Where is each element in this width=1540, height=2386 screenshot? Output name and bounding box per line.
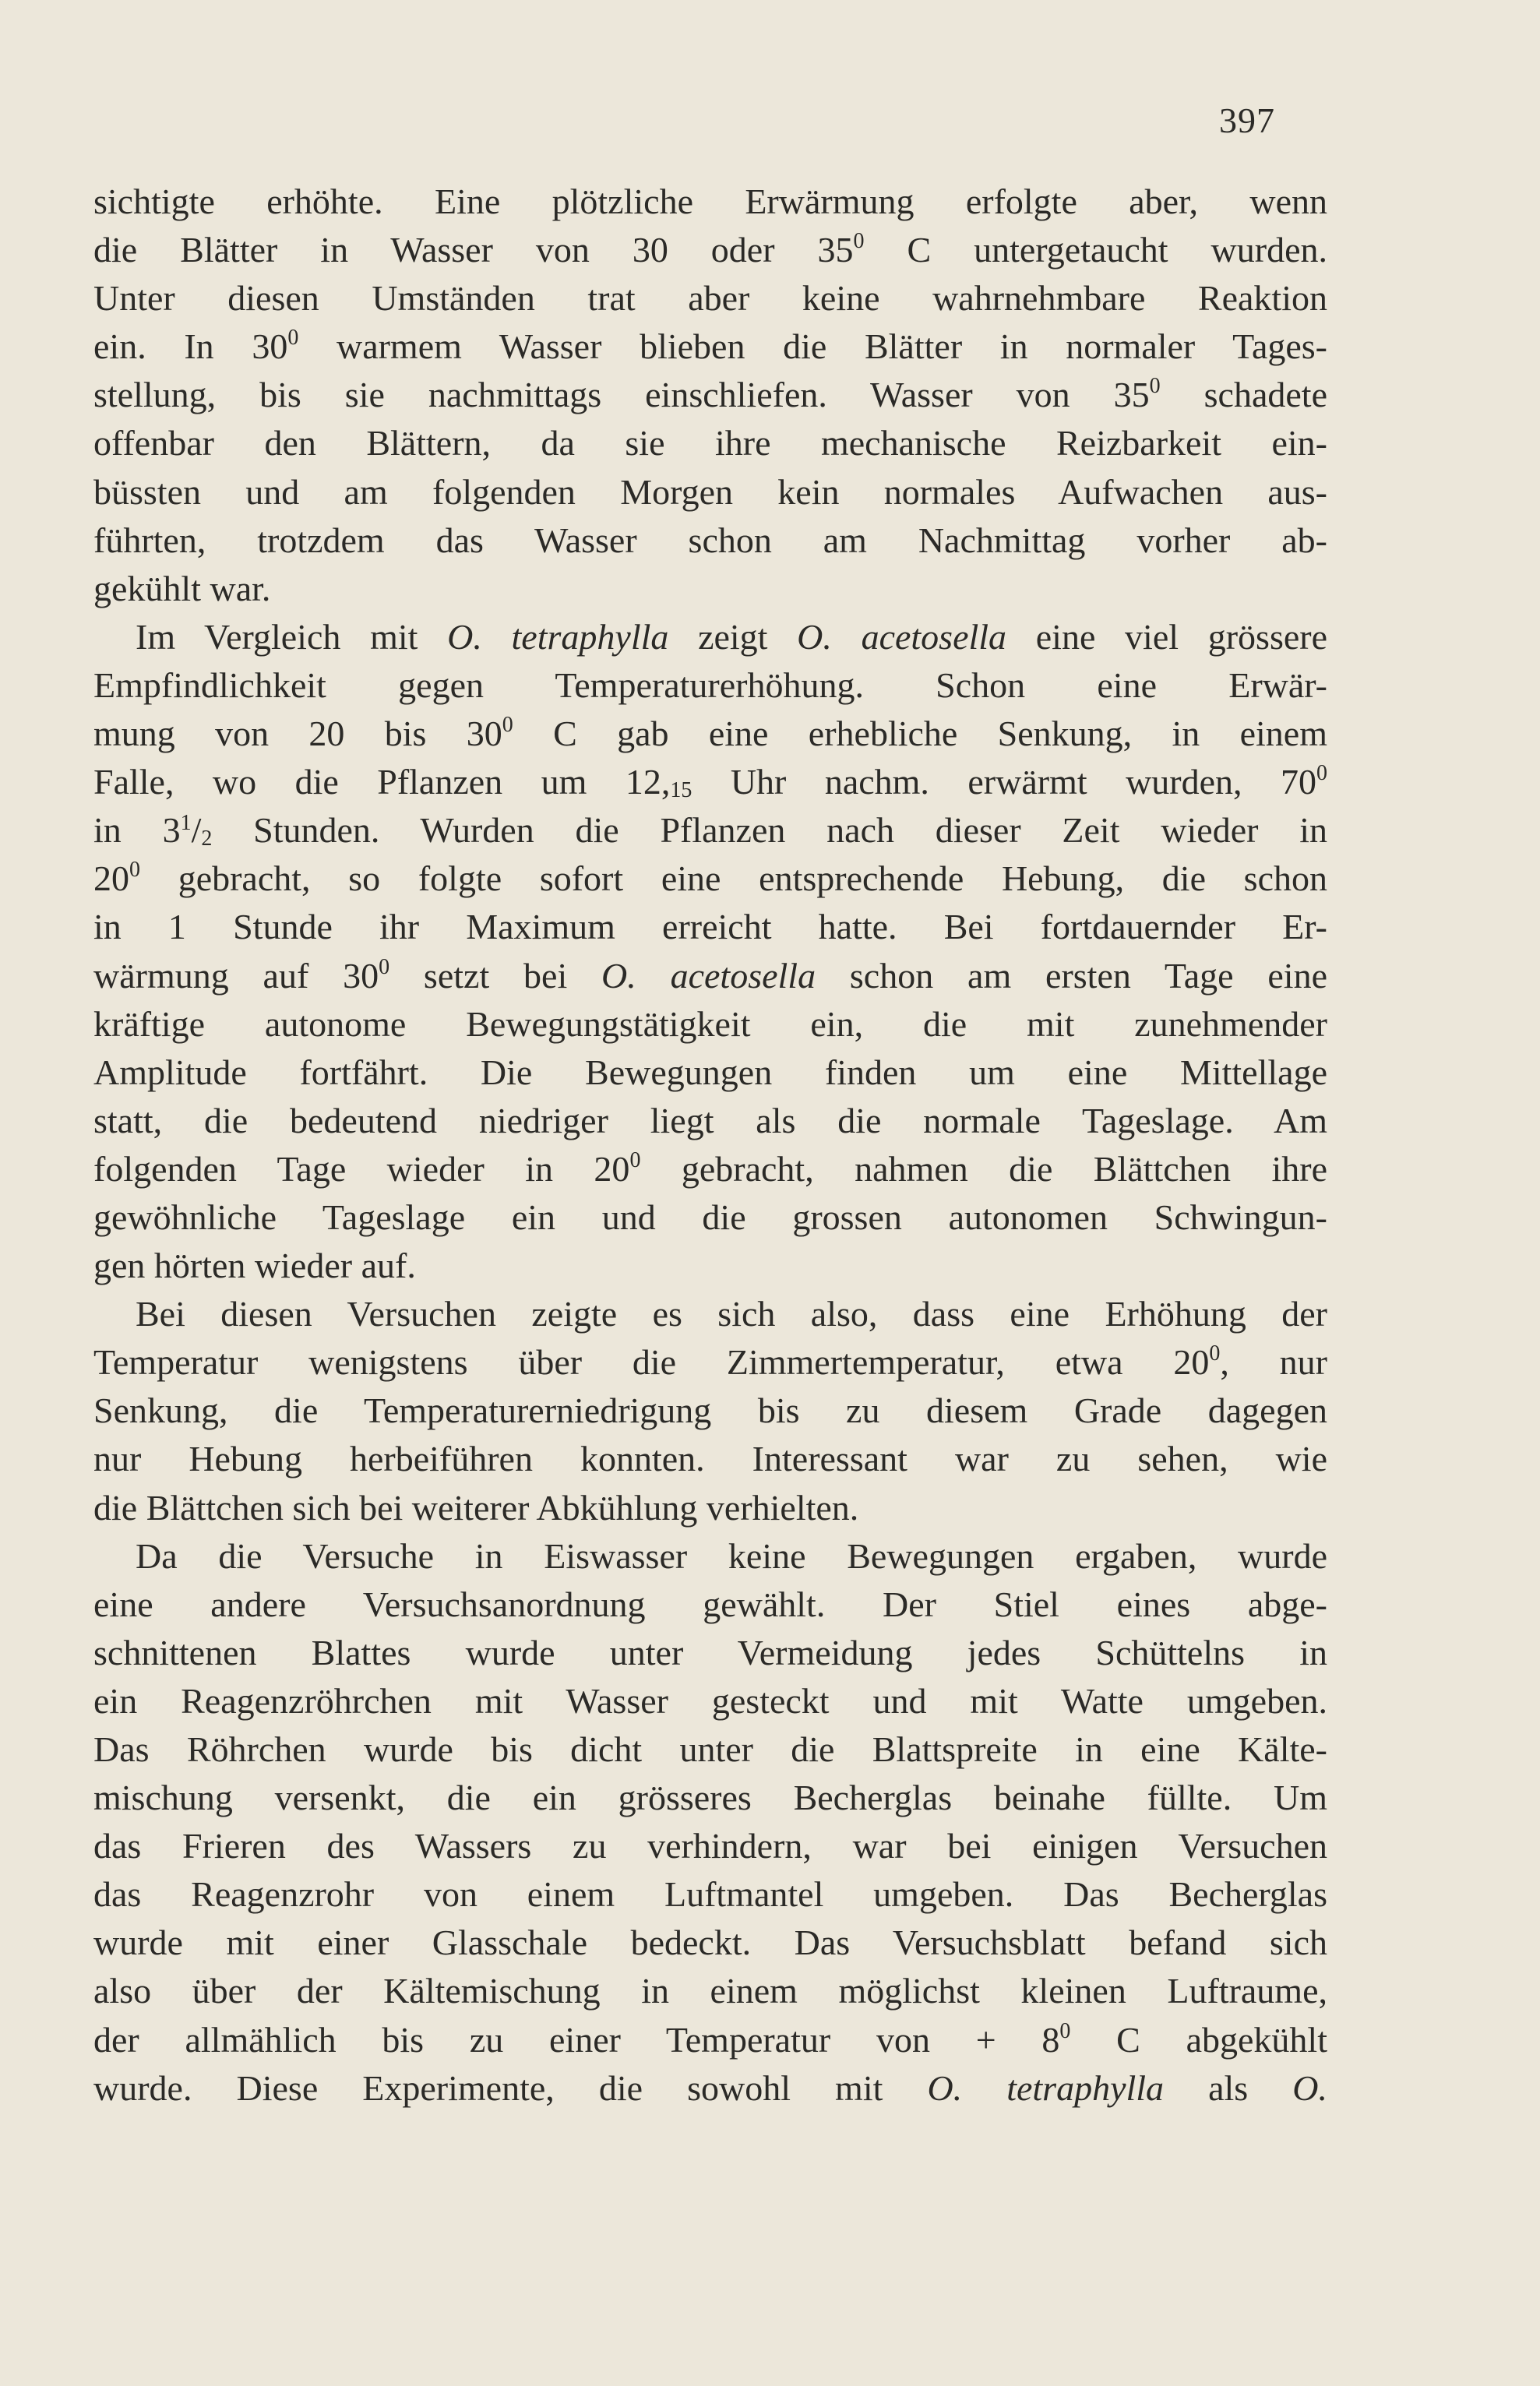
text-fragment: eine viel grössere xyxy=(1006,616,1327,657)
text-line xyxy=(93,758,1327,806)
degree-sign: 0 xyxy=(129,858,140,883)
text-line xyxy=(93,613,1327,661)
text-fragment: Im Vergleich mit xyxy=(136,616,448,657)
page-number: 397 xyxy=(1219,100,1275,140)
text-fragment: als xyxy=(1164,2067,1293,2108)
text-fragment: schon am ersten Tage eine xyxy=(816,955,1327,996)
text-line xyxy=(93,226,1327,274)
text-fragment: Uhr nachm. erwärmt wurden, 70 xyxy=(692,762,1316,802)
text-line xyxy=(93,2064,1327,2113)
text-fragment: wurde. Diese Experimente, die sowohl mit xyxy=(93,2067,928,2108)
text-fragment: die Blätter in Wasser von 30 oder 35 xyxy=(93,230,854,270)
text-line: führten, trotzdem das Wasser schon am Nachmittag vorher ab- xyxy=(93,520,1327,560)
text-line xyxy=(93,1145,1327,1193)
text-line: Unter diesen Umständen trat aber keine wahrnehmbare Reaktion xyxy=(93,278,1327,319)
text-fragment: zeigt xyxy=(668,616,798,657)
degree-sign: 0 xyxy=(629,1147,641,1172)
text-fragment: stellung, bis sie nachmittags einschliefen. Wasser von 35 xyxy=(93,375,1150,415)
degree-sign: 0 xyxy=(287,326,299,351)
degree-sign: 0 xyxy=(1316,761,1327,786)
text-fragment: Falle, wo die Pflanzen um 12, xyxy=(93,762,671,802)
text-fragment: in 3 xyxy=(93,810,181,851)
text-line: statt, die bedeutend niedriger liegt als die normale Tageslage. Am xyxy=(93,1100,1327,1140)
text-line: gekühlt war. xyxy=(93,568,271,608)
text-fragment: setzt bei xyxy=(389,955,602,996)
text-line: sichtigte erhöhte. Eine plötzliche Erwärmung erfolgte aber, wenn xyxy=(93,182,1327,221)
text-fragment: 20 xyxy=(93,858,129,899)
text-line: ein Reagenzröhrchen mit Wasser gesteckt und mit Watte umgeben. xyxy=(93,1680,1327,1721)
text-line: die Blättchen sich bei weiterer Abkühlung verhielten. xyxy=(93,1487,859,1528)
text-line: wurde mit einer Glasschale bedeckt. Das Versuchsblatt befand sich xyxy=(93,1923,1327,1963)
fraction-denominator: 2 xyxy=(201,826,213,851)
fraction-slash: / xyxy=(191,810,202,851)
text-line xyxy=(93,322,1327,371)
text-fragment: gebracht, nahmen die Blättchen ihre xyxy=(640,1148,1327,1189)
text-fragment: schadete xyxy=(1160,375,1327,415)
text-fragment: warmem Wasser blieben die Blätter in normaler Tages- xyxy=(298,326,1327,367)
fraction xyxy=(181,810,213,850)
text-line: Bei diesen Versuchen zeigte es sich also, dass eine Erhöhung der xyxy=(136,1294,1327,1334)
text-line: offenbar den Blättern, da sie ihre mechanische Reizbarkeit ein- xyxy=(93,423,1327,463)
text-line xyxy=(93,371,1327,419)
text-line: nur Hebung herbeiführen konnten. Interessant war zu sehen, wie xyxy=(93,1439,1327,1479)
degree-sign: 0 xyxy=(379,954,390,979)
text-line: gewöhnliche Tageslage ein und die grossen autonomen Schwingun- xyxy=(93,1197,1327,1237)
text-line: in 1 Stunde ihr Maximum erreicht hatte. Bei fortdauernder Er- xyxy=(93,907,1327,947)
text-line: kräftige autonome Bewegungstätigkeit ein, die mit zunehmender xyxy=(93,1003,1327,1044)
text-fragment: C abgekühlt xyxy=(1070,2019,1327,2060)
text-fragment: der allmählich bis zu einer Temperatur von + 8 xyxy=(93,2019,1060,2060)
degree-sign: 0 xyxy=(1059,2018,1071,2043)
species-name: O. tetraphylla xyxy=(927,2067,1165,2108)
text-line: eine andere Versuchsanordnung gewählt. Der Stiel eines abge- xyxy=(93,1584,1327,1624)
text-fragment: C gab eine erhebliche Senkung, in einem xyxy=(513,714,1327,754)
degree-sign: 0 xyxy=(1209,1341,1221,1366)
text-fragment: folgenden Tage wieder in 20 xyxy=(93,1148,630,1189)
text-line xyxy=(93,1338,1327,1387)
text-line: Empfindlichkeit gegen Temperaturerhöhung. Schon eine Erwär- xyxy=(93,664,1327,705)
text-line xyxy=(93,952,1327,1000)
text-line xyxy=(93,710,1327,758)
text-line: das Frieren des Wassers zu verhindern, war bei einigen Versuchen xyxy=(93,1826,1327,1866)
text-fragment: , nur xyxy=(1220,1342,1327,1383)
text-line xyxy=(93,855,1327,903)
body-text xyxy=(93,178,1327,2113)
text-line: Das Röhrchen wurde bis dicht unter die Blattspreite in eine Kälte- xyxy=(93,1729,1327,1769)
text-line: schnittenen Blattes wurde unter Vermeidung jedes Schüttelns in xyxy=(93,1632,1327,1672)
species-name: O. tetraphylla xyxy=(447,616,669,657)
species-name: O. xyxy=(1292,2067,1327,2108)
text-fragment: Stunden. Wurden die Pflanzen nach dieser Zeit wieder in xyxy=(212,810,1327,851)
text-line: das Reagenzrohr von einem Luftmantel umgeben. Das Becherglas xyxy=(93,1874,1327,1915)
text-fragment: C untergetaucht wurden. xyxy=(864,230,1327,270)
degree-sign: 0 xyxy=(1149,374,1161,399)
text-line: gen hörten wieder auf. xyxy=(93,1246,416,1286)
text-line: Da die Versuche in Eiswasser keine Bewegungen ergaben, wurde xyxy=(136,1535,1327,1576)
text-line: Senkung, die Temperaturerniedrigung bis zu diesem Grade dagegen xyxy=(93,1390,1327,1431)
text-line: mischung versenkt, die ein grösseres Becherglas beinahe füllte. Um xyxy=(93,1778,1327,1818)
text-fragment: Temperatur wenigstens über die Zimmertemperatur, etwa 20 xyxy=(93,1342,1210,1383)
text-fragment: mung von 20 bis 30 xyxy=(93,714,502,754)
text-line: also über der Kältemischung in einem möglichst kleinen Luftraume, xyxy=(93,1971,1327,2011)
species-name: O. acetosella xyxy=(601,955,816,996)
text-line: Amplitude fortfährt. Die Bewegungen finden um eine Mittellage xyxy=(93,1052,1327,1092)
text-fragment: gebracht, so folgte sofort eine entsprechende Hebung, die schon xyxy=(140,858,1327,899)
text-line xyxy=(93,2016,1327,2064)
degree-sign: 0 xyxy=(502,713,513,738)
text-fragment: ein. In 30 xyxy=(93,326,288,367)
fraction-numerator: 1 xyxy=(180,811,192,836)
text-line xyxy=(93,806,1327,855)
text-fragment: wärmung auf 30 xyxy=(93,955,379,996)
species-name: O. acetosella xyxy=(797,616,1007,657)
time-minutes: 15 xyxy=(670,778,692,803)
text-line: büssten und am folgenden Morgen kein normales Aufwachen aus- xyxy=(93,471,1327,512)
degree-sign: 0 xyxy=(853,229,865,254)
